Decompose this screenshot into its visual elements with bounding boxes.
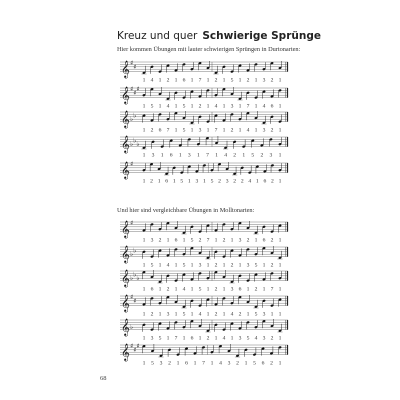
fingering-number: 2 (150, 127, 154, 134)
fingering-number: 1 (246, 286, 250, 293)
fingering-number: 1 (214, 335, 218, 342)
fingering-number: 3 (225, 178, 229, 185)
flat-icon: ♭ (130, 140, 134, 149)
fingering-number: 3 (230, 103, 234, 110)
fingering-number: 1 (222, 103, 226, 110)
fingering-number: 2 (233, 178, 237, 185)
fingering-number: 1 (278, 360, 282, 367)
sharp-icon: ♯ (136, 342, 140, 351)
fingering-number: 6 (190, 335, 194, 342)
page-number: 68 (100, 375, 107, 382)
fingering-number: 1 (222, 77, 226, 84)
fingering-number: 7 (270, 286, 274, 293)
fingering-number: 2 (150, 311, 154, 318)
fingering-number: 2 (233, 152, 237, 159)
fingering-number: 7 (206, 152, 209, 159)
flat-icon: ♭ (133, 111, 137, 120)
fingering-number: 6 (174, 237, 178, 244)
fingering-number: 1 (142, 237, 146, 244)
fingering-number: 1 (174, 127, 178, 134)
treble-clef-icon: 𝄞 (121, 86, 130, 105)
fingering-number: 2 (254, 286, 258, 293)
treble-clef-icon: 𝄞 (121, 135, 130, 154)
fingering-number: 1 (222, 286, 226, 293)
fingering-number: 1 (160, 152, 164, 159)
staff-line-minor-4 (120, 293, 288, 317)
fingering-number: 2 (240, 178, 244, 185)
fingering-number: 1 (230, 237, 234, 244)
treble-clef-icon: 𝄞 (121, 245, 130, 264)
staff-line-minor-6 (120, 342, 288, 366)
fingering-number: 1 (190, 127, 194, 134)
fingering-number: 4 (198, 311, 202, 318)
fingering-number: 2 (166, 77, 170, 84)
fingering-number: 3 (238, 335, 242, 342)
fingering-number: 1 (174, 286, 178, 293)
fingering-number: 1 (206, 77, 210, 84)
fingering-number: 1 (197, 152, 200, 159)
fingering-number: 1 (246, 311, 250, 318)
fingering-number: 6 (185, 360, 188, 367)
fingering-number: 6 (182, 77, 186, 84)
fingering-number: 1 (193, 360, 197, 367)
fingering-number: 1 (206, 127, 210, 134)
fingering-number: 1 (270, 311, 274, 318)
fingering-number: 2 (214, 262, 218, 269)
fingering-number: 1 (172, 178, 176, 185)
fingering-number: 5 (182, 127, 186, 134)
fingering-number: 2 (198, 237, 202, 244)
fingering-number: 1 (158, 311, 162, 318)
treble-clef-icon: 𝄞 (121, 161, 130, 180)
fingering-number: 4 (166, 103, 170, 110)
fingering-number: 5 (158, 335, 162, 342)
title-prefix: Kreuz und quer (117, 30, 198, 42)
fingering-number: 2 (236, 360, 239, 367)
fingering-number: 3 (195, 178, 199, 185)
fingering-number: 6 (261, 360, 265, 367)
fingering-number: 1 (254, 127, 258, 134)
fingering-number: 2 (246, 237, 250, 244)
fingering-number: 3 (230, 286, 234, 293)
fingering-number: 1 (262, 286, 266, 293)
intro-major: Hier kommen Übungen mit lauter schwierigen Sprüngen in Durtonarten: (117, 46, 301, 53)
treble-clef-icon: 𝄞 (121, 110, 130, 129)
sharp-icon: ♯ (130, 293, 134, 302)
fingering-number: 1 (278, 286, 282, 293)
fingering-number: 5 (182, 262, 186, 269)
fingering-number: 1 (142, 335, 146, 342)
flat-icon: ♭ (133, 246, 137, 255)
fingering-number: 1 (142, 262, 146, 269)
flat-icon: ♭ (133, 270, 137, 279)
sharp-icon: ♯ (130, 219, 134, 228)
fingering-number: 5 (190, 237, 194, 244)
fingering-number: 1 (198, 335, 202, 342)
fingering-number: 1 (142, 178, 146, 185)
fingering-number: 7 (198, 77, 202, 84)
fingering-number: 2 (214, 77, 218, 84)
fingering-number: 5 (182, 103, 186, 110)
fingering-number: 1 (254, 77, 258, 84)
staff-line-minor-1 (120, 219, 288, 243)
fingering-number: 1 (278, 262, 282, 269)
fingering-number: 5 (150, 103, 154, 110)
fingering-number: 2 (271, 178, 274, 185)
fingering-number: 7 (206, 237, 210, 244)
fingering-number: 7 (214, 127, 218, 134)
fingering-number: 1 (166, 335, 170, 342)
fingering-number: 1 (174, 103, 178, 110)
flat-icon: ♭ (130, 274, 134, 283)
fingering-number: 1 (278, 77, 282, 84)
fingering-number: 5 (254, 311, 258, 318)
fingering-number: 1 (206, 262, 210, 269)
fingering-number: 1 (182, 335, 186, 342)
fingering-number: 1 (158, 77, 162, 84)
fingering-number: 2 (158, 237, 162, 244)
sharp-icon: ♯ (133, 88, 137, 97)
fingering-number: 3 (198, 262, 202, 269)
fingering-number: 7 (174, 335, 178, 342)
fingering-number: 1 (166, 237, 170, 244)
fingering-number: 6 (263, 178, 267, 185)
fingering-number: 1 (238, 127, 242, 134)
fingering-number: 2 (166, 286, 170, 293)
fingering-number: 1 (158, 262, 162, 269)
fingering-number: 5 (182, 311, 186, 318)
fingering-number: 1 (174, 262, 178, 269)
fingering-number: 3 (238, 237, 242, 244)
fingering-number: 3 (227, 360, 231, 367)
flat-icon: ♭ (130, 323, 134, 332)
fingering-number: 1 (214, 237, 218, 244)
fingering-number: 1 (176, 360, 180, 367)
fingering-number: 1 (203, 178, 206, 185)
fingering-number: 1 (278, 237, 282, 244)
fingering-number: 1 (190, 77, 194, 84)
fingering-number: 4 (246, 127, 250, 134)
fingering-number: 1 (238, 103, 242, 110)
fingering-number: 4 (182, 286, 186, 293)
fingering-number: 1 (278, 152, 282, 159)
fingering-number: 1 (222, 262, 226, 269)
fingering-number: 1 (254, 237, 258, 244)
fingering-number: 4 (262, 103, 266, 110)
treble-clef-icon: 𝄞 (121, 269, 130, 288)
sharp-icon: ♯ (130, 85, 134, 94)
fingering-number: 1 (142, 152, 146, 159)
fingering-number: 1 (142, 77, 146, 84)
fingering-number: 3 (150, 335, 154, 342)
fingering-number: 3 (198, 127, 202, 134)
fingering-number: 6 (262, 237, 266, 244)
flat-icon: ♭ (130, 250, 134, 259)
fingering-number: 3 (269, 152, 273, 159)
fingering-number: 1 (206, 311, 210, 318)
fingering-number: 2 (214, 311, 218, 318)
fingering-number: 7 (246, 103, 250, 110)
staff-line-major-5 (120, 160, 288, 184)
fingering-number: 3 (159, 360, 163, 367)
fingering-number: 4 (248, 178, 252, 185)
flat-icon: ♭ (136, 274, 140, 283)
fingering-number: 1 (278, 178, 282, 185)
staff-line-minor-5 (120, 318, 288, 342)
fingering-number: 6 (158, 127, 162, 134)
fingering-number: 2 (270, 262, 274, 269)
fingering-number: 1 (178, 152, 182, 159)
staff-line-major-3 (120, 110, 288, 134)
fingering-number: 1 (142, 103, 146, 110)
fingering-number: 4 (150, 77, 154, 84)
fingering-number: 7 (202, 360, 205, 367)
fingering-number: 1 (142, 360, 146, 367)
fingering-number: 5 (254, 262, 258, 269)
fingering-number: 2 (230, 127, 234, 134)
fingering-number: 1 (174, 77, 178, 84)
fingering-number: 6 (150, 286, 154, 293)
fingering-number: 5 (251, 152, 255, 159)
fingering-number: 1 (142, 127, 146, 134)
treble-clef-icon: 𝄞 (121, 220, 130, 239)
fingering-number: 4 (222, 335, 226, 342)
fingering-number: 2 (218, 178, 221, 185)
staff-line-major-4 (120, 135, 288, 159)
treble-clef-icon: 𝄞 (121, 318, 130, 337)
fingering-number: 1 (190, 311, 194, 318)
fingering-number: 5 (180, 178, 184, 185)
fingering-number: 2 (238, 311, 242, 318)
fingering-number: 3 (262, 77, 266, 84)
fingering-number: 1 (157, 178, 161, 185)
sharp-icon: ♯ (130, 160, 134, 169)
sharp-icon: ♯ (136, 85, 140, 94)
fingering-number: 3 (262, 311, 266, 318)
fingering-number: 1 (238, 77, 242, 84)
fingering-number: 1 (242, 152, 246, 159)
fingering-number: 4 (254, 335, 258, 342)
fingering-number: 1 (174, 311, 178, 318)
fingering-number: 3 (262, 127, 266, 134)
fingering-number: 4 (219, 360, 222, 367)
fingering-number: 6 (165, 178, 169, 185)
fingering-number: 7 (166, 127, 170, 134)
fingering-number: 1 (190, 286, 194, 293)
fingering-number: 1 (244, 360, 248, 367)
fingering-number: 2 (206, 335, 210, 342)
fingering-number: 1 (142, 286, 146, 293)
fingering-number: 1 (190, 262, 194, 269)
staff-line-major-1 (120, 59, 288, 83)
fingering-number: 2 (260, 152, 264, 159)
fingering-number: 2 (270, 360, 273, 367)
sharp-icon: ♯ (130, 59, 134, 68)
intro-minor: Und hier sind vergleichbare Übungen in Molltonarten: (117, 207, 255, 214)
flat-icon: ♭ (133, 136, 137, 145)
fingering-number: 1 (238, 262, 242, 269)
fingering-number: 5 (253, 360, 256, 367)
fingering-number: 3 (166, 311, 170, 318)
fingering-number: 6 (270, 103, 274, 110)
fingering-number: 2 (198, 103, 202, 110)
fingering-number: 4 (166, 262, 170, 269)
fingering-number: 1 (187, 178, 191, 185)
treble-clef-icon: 𝄞 (121, 294, 130, 313)
flat-icon: ♭ (136, 140, 140, 149)
fingering-number: 4 (214, 103, 218, 110)
fingering-number: 1 (254, 103, 258, 110)
fingering-number: 2 (246, 77, 250, 84)
fingering-number: 3 (262, 335, 266, 342)
staff-line-major-2 (120, 85, 288, 109)
fingering-number: 1 (278, 127, 282, 134)
staff-line-minor-2 (120, 245, 288, 269)
fingering-number: 1 (278, 335, 282, 342)
sharp-icon: ♯ (133, 296, 137, 305)
fingering-number: 1 (255, 178, 259, 185)
fingering-number: 2 (270, 77, 274, 84)
fingering-number: 2 (270, 335, 274, 342)
fingering-number: 5 (150, 262, 154, 269)
fingering-number: 1 (230, 335, 234, 342)
fingering-number: 4 (224, 152, 227, 159)
fingering-number: 5 (151, 360, 154, 367)
fingering-number: 5 (230, 77, 234, 84)
staff-line-minor-3 (120, 269, 288, 293)
fingering-number: 1 (222, 311, 226, 318)
fingering-number: 1 (262, 262, 266, 269)
fingering-number: 2 (270, 127, 274, 134)
fingering-number: 2 (230, 262, 234, 269)
fingering-number: 6 (169, 152, 173, 159)
fingering-number: 1 (278, 103, 282, 110)
fingering-number: 1 (206, 286, 210, 293)
fingering-number: 1 (222, 127, 226, 134)
fingering-number: 1 (190, 103, 194, 110)
fingering-number: 1 (182, 237, 186, 244)
fingering-number: 1 (210, 360, 214, 367)
fingering-number: 1 (215, 152, 218, 159)
treble-clef-icon: 𝄞 (121, 60, 130, 79)
fingering-number: 5 (210, 178, 214, 185)
fingering-number: 4 (230, 311, 234, 318)
fingering-number: 5 (246, 335, 250, 342)
fingering-number: 6 (238, 286, 242, 293)
sharp-icon: ♯ (133, 62, 137, 71)
fingering-number: 2 (168, 360, 171, 367)
fingering-number: 1 (142, 311, 146, 318)
fingering-number: 3 (151, 152, 155, 159)
fingering-number: 1 (158, 286, 162, 293)
fingering-number: 3 (187, 152, 191, 159)
fingering-number: 1 (206, 103, 210, 110)
flat-icon: ♭ (130, 115, 134, 124)
fingering-number: 5 (198, 286, 202, 293)
fingering-number: 2 (150, 178, 153, 185)
fingering-number: 1 (158, 103, 162, 110)
sharp-icon: ♯ (130, 342, 134, 351)
fingering-number: 2 (214, 286, 218, 293)
treble-clef-icon: 𝄞 (121, 343, 130, 362)
fingering-number: 3 (246, 262, 250, 269)
title-main: Schwierige Sprünge (202, 30, 321, 42)
fingering-number: 1 (278, 311, 282, 318)
fingering-number: 3 (150, 237, 154, 244)
fingering-number: 2 (222, 237, 226, 244)
fingering-number: 2 (270, 237, 274, 244)
sharp-icon: ♯ (133, 345, 137, 354)
